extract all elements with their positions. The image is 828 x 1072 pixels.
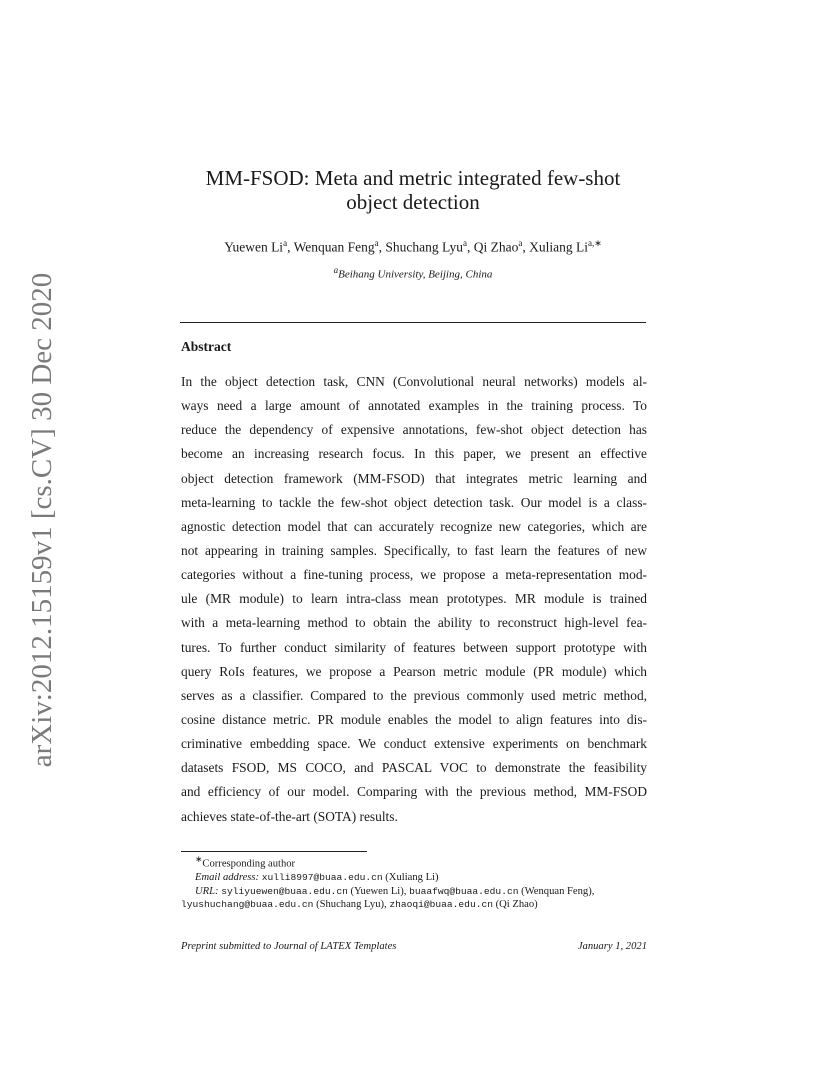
url-footnote-line-2 (181, 898, 647, 912)
email-label: Email address: (195, 872, 260, 884)
email-owner: (Xuliang Li) (382, 872, 439, 884)
corresponding-mark: ∗ (195, 854, 203, 864)
abstract-line: meta-learning to tackle the few-shot object detection task. Our model is a class- (181, 494, 647, 510)
author-mark: a,∗ (587, 238, 602, 248)
title-divider (180, 322, 646, 323)
url-footnote-line-1 (181, 885, 647, 899)
abstract-heading: Abstract (181, 339, 232, 354)
corresponding-footnote (181, 853, 647, 871)
author-separator: , (466, 239, 474, 255)
arxiv-sidebar (6, 272, 78, 768)
abstract-line: tures. To further conduct similarity of features between support prototype with (181, 639, 647, 655)
affiliation-mark: a (333, 265, 339, 275)
author-mark: a (462, 238, 467, 248)
abstract-line: with a meta-learning method to obtain the ability to reconstruct high-level fea- (181, 615, 647, 631)
abstract-line: not appearing in training samples. Specifically, to fast learn the features of new (181, 542, 647, 558)
abstract-line: become an increasing research focus. In this paper, we present an effective (181, 446, 647, 462)
footnote-divider (181, 851, 367, 852)
url-owner: (Wenquan Feng), (518, 885, 595, 897)
paper-title (180, 166, 646, 214)
abstract-line: and efficiency of our model. Comparing with the previous method, MM-FSOD (181, 784, 647, 800)
abstract-line: criminative embedding space. We conduct extensive experiments on benchmark (181, 736, 647, 752)
url-owner: (Shuchang Lyu), (313, 899, 390, 911)
footer-date: January 1, 2021 (577, 941, 647, 952)
url-address[interactable]: buaafwq@buaa.edu.cn (409, 885, 519, 897)
author-name: Yuewen Li (224, 239, 284, 255)
abstract-line: datasets FSOD, MS COCO, and PASCAL VOC to demonstrate the feasibility (181, 760, 647, 776)
abstract-line: ule (MR module) to learn intra-class mean prototypes. MR module is trained (181, 591, 647, 607)
abstract-line: ways need a large amount of annotated examples in the training process. To (181, 398, 647, 414)
author-separator: , (522, 239, 530, 255)
author-list (180, 234, 646, 257)
abstract-line: agnostic detection model that can accurately recognize new categories, which are (181, 518, 647, 534)
page-footer (181, 941, 647, 952)
email-address[interactable]: xulli8997@buaa.edu.cn (261, 872, 383, 884)
corresponding-text: Corresponding author (202, 858, 296, 870)
url-address[interactable]: zhaoqi@buaa.edu.cn (389, 899, 493, 911)
url-address[interactable]: lyushuchang@buaa.edu.cn (181, 899, 314, 911)
author-name: Wenquan Feng (293, 239, 375, 255)
footnotes (181, 853, 647, 912)
abstract-body (181, 370, 647, 829)
affiliation (180, 262, 646, 283)
abstract-line: query RoIs features, we propose a Pearson metric module (PR module) which (181, 663, 647, 679)
abstract-line: categories without a fine-tuning process, we propose a meta-representation mod- (181, 567, 647, 583)
email-footnote (181, 871, 647, 885)
abstract-line: In the object detection task, CNN (Convolutional neural networks) models al- (181, 374, 647, 389)
footer-journal: Preprint submitted to Journal of LATEX Templates (181, 941, 397, 952)
author-name: Qi Zhao (473, 239, 519, 255)
abstract-line: cosine distance metric. PR module enables the model to align features into dis- (181, 711, 647, 727)
author-separator: , (378, 239, 386, 255)
arxiv-identifier: arXiv:2012.15159v1 [cs.CV] 30 Dec 2020 (25, 272, 58, 768)
url-label: URL: (195, 885, 219, 897)
abstract-line: serves as a classifier. Compared to the previous commonly used metric method, (181, 687, 647, 703)
author-mark: a (518, 238, 523, 248)
url-owner: (Yuewen Li), (347, 885, 410, 897)
affiliation-text: Beihang University, Beijing, China (338, 268, 493, 281)
author-mark: a (283, 238, 288, 248)
url-owner: (Qi Zhao) (492, 899, 538, 911)
author-mark: a (374, 238, 379, 248)
author-name: Xuliang Li (529, 239, 588, 255)
url-address[interactable]: syliyuewen@buaa.edu.cn (221, 885, 348, 897)
author-separator: , (287, 239, 294, 255)
abstract-line: object detection framework (MM-FSOD) that integrates metric learning and (181, 470, 647, 486)
abstract-line: reduce the dependency of expensive annotations, few-shot object detection has (181, 422, 647, 438)
abstract-line: achieves state-of-the-art (SOTA) results. (181, 808, 398, 824)
title-line-2: object detection (346, 190, 480, 214)
author-name: Shuchang Lyu (385, 239, 463, 255)
title-line-1: MM-FSOD: Meta and metric integrated few-shot (205, 166, 621, 190)
